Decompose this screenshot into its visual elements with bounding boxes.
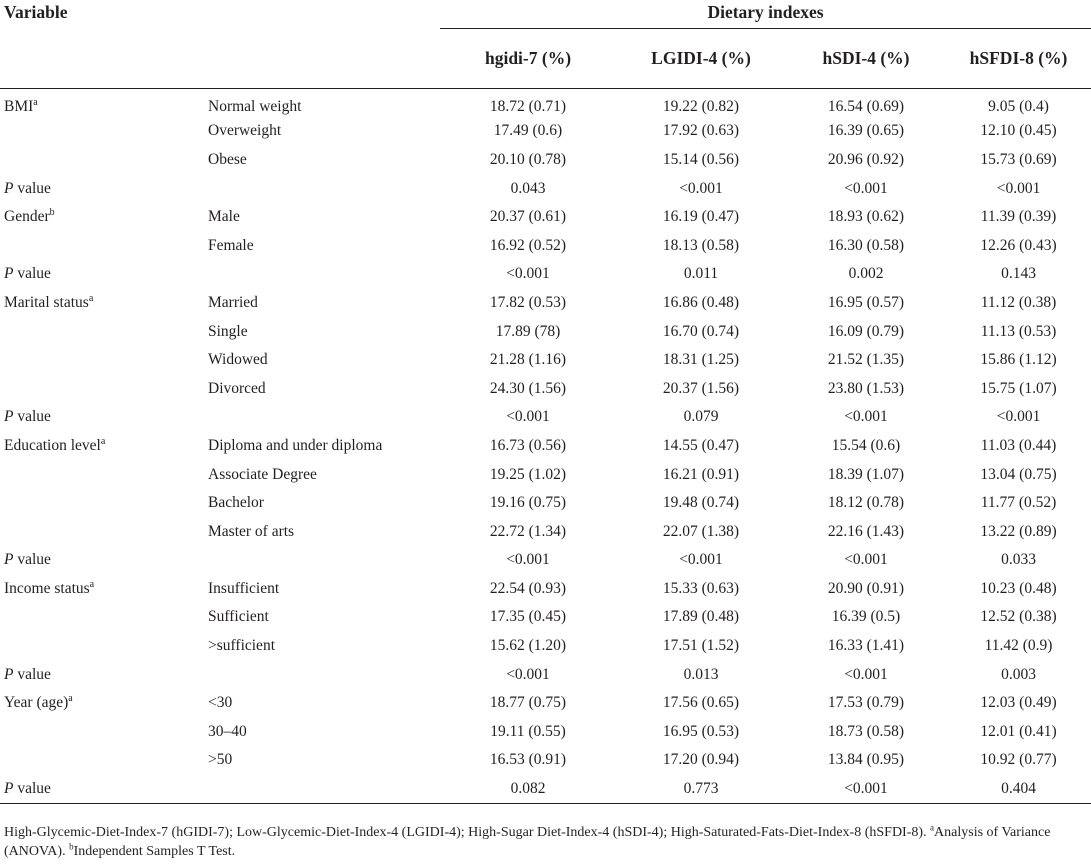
cell-hgidi7: 24.30 (1.56) — [489, 379, 567, 397]
variable-label: Marital status$^a$ — [4, 292, 94, 311]
cell-hsfdi8: 15.86 (1.12) — [980, 351, 1057, 369]
p-value-row — [0, 775, 1091, 804]
header-variable: Variable — [4, 2, 68, 22]
cell-hsdi4: 15.54 (0.6) — [831, 436, 901, 454]
cell-hsdi4: 16.30 (0.58) — [827, 236, 905, 254]
cell-hgidi7: 22.54 (0.93) — [489, 579, 567, 597]
subgroup-label — [200, 260, 440, 289]
cell-hsfdi8: 0.003 — [1001, 665, 1036, 683]
cell-lgidi4: 16.95 (0.53) — [662, 722, 740, 740]
subgroup-label: <30 — [208, 694, 233, 712]
cell-lgidi4: 19.48 (0.74) — [662, 494, 740, 512]
cell-lgidi4: 17.56 (0.65) — [662, 694, 740, 712]
cell-hgidi7: 16.92 (0.52) — [489, 236, 567, 254]
cell-lgidi4: <0.001 — [679, 551, 723, 569]
cell-hsfdi8: 15.75 (1.07) — [980, 379, 1057, 397]
cell-hsfdi8: 10.92 (0.77) — [980, 751, 1057, 769]
cell-hsfdi8: 9.05 (0.4) — [988, 97, 1049, 115]
cell-lgidi4: 16.21 (0.91) — [662, 465, 740, 483]
table-row — [0, 603, 1091, 632]
cell-lgidi4: 0.079 — [683, 408, 719, 426]
cell-lgidi4: 15.14 (0.56) — [662, 150, 740, 168]
variable-label — [0, 374, 200, 403]
cell-lgidi4: 22.07 (1.38) — [662, 522, 740, 540]
variable-label — [0, 231, 200, 260]
table-body — [0, 89, 1091, 804]
cell-hsfdi8: 12.03 (0.49) — [980, 694, 1057, 712]
table-row — [0, 632, 1091, 661]
variable-label: Education level$^a$ — [4, 435, 106, 454]
cell-hsfdi8: 11.77 (0.52) — [980, 494, 1057, 512]
cell-hsdi4: 16.09 (0.79) — [827, 322, 905, 340]
subgroup-label: Widowed — [208, 351, 268, 369]
subgroup-label: Insufficient — [208, 579, 280, 597]
header-col-lgidi4: LGIDI-4 (%) — [616, 28, 786, 88]
subgroup-label — [200, 403, 440, 432]
table-row — [0, 575, 1091, 604]
cell-hgidi7: 19.25 (1.02) — [489, 465, 567, 483]
subgroup-label: Master of arts — [208, 522, 295, 540]
cell-hgidi7: 16.73 (0.56) — [489, 436, 567, 454]
subgroup-label: Divorced — [208, 379, 266, 397]
cell-hsdi4: <0.001 — [844, 179, 888, 197]
cell-hsdi4: 17.53 (0.79) — [827, 694, 905, 712]
subgroup-label: Male — [208, 208, 240, 226]
cell-hgidi7: <0.001 — [506, 265, 550, 283]
cell-hsdi4: 16.33 (1.41) — [827, 637, 905, 655]
cell-hsdi4: <0.001 — [844, 408, 888, 426]
subgroup-label — [200, 660, 440, 689]
p-value-label: P value — [4, 665, 51, 683]
cell-hgidi7: 17.89 (78) — [495, 322, 561, 340]
table-footnote — [4, 823, 1088, 861]
cell-hsfdi8: 11.12 (0.38) — [980, 293, 1057, 311]
cell-hgidi7: <0.001 — [506, 665, 550, 683]
subgroup-label: Overweight — [208, 122, 282, 140]
p-value-row — [0, 260, 1091, 289]
variable-label — [0, 632, 200, 661]
variable-label — [0, 146, 200, 175]
subgroup-label: Bachelor — [208, 494, 264, 512]
variable-label: Gender$^b$ — [4, 207, 55, 226]
cell-hgidi7: 20.10 (0.78) — [489, 150, 567, 168]
variable-label — [0, 317, 200, 346]
cell-hsfdi8: 12.01 (0.41) — [980, 722, 1057, 740]
footnote-note-b: Independent Samples T Test. — [73, 844, 236, 859]
header-row-group — [0, 0, 1091, 28]
cell-hgidi7: <0.001 — [506, 408, 550, 426]
footnote-abbreviations: High-Glycemic-Diet-Index-7 (hGIDI-7); Low-Glycemic-Diet-Index-4 (LGIDI-4); High-Sugar Diet-Index-4 (hSDI-4); High-Saturated-Fats-Diet-Index-8 (hSFDI-8). — [4, 825, 931, 840]
cell-hgidi7: 18.77 (0.75) — [489, 694, 567, 712]
cell-hsdi4: 16.39 (0.65) — [827, 122, 905, 140]
cell-lgidi4: 17.92 (0.63) — [662, 122, 740, 140]
cell-hsfdi8: 0.033 — [1001, 551, 1036, 569]
cell-lgidi4: 0.773 — [616, 775, 786, 804]
cell-hgidi7: 17.82 (0.53) — [489, 293, 567, 311]
cell-lgidi4: 0.013 — [683, 665, 719, 683]
variable-label — [0, 718, 200, 747]
cell-lgidi4: 17.20 (0.94) — [662, 751, 740, 769]
cell-hgidi7: 19.11 (0.55) — [490, 722, 566, 740]
subgroup-label: Associate Degree — [208, 465, 317, 483]
table-row — [0, 432, 1091, 461]
p-value-label: P value — [0, 775, 200, 804]
cell-hsdi4: 18.39 (1.07) — [827, 465, 905, 483]
cell-lgidi4: 19.22 (0.82) — [662, 97, 740, 115]
variable-label: BMI$^a$ — [4, 96, 38, 115]
variable-label: Income status$^a$ — [4, 578, 95, 597]
cell-hsfdi8: 12.52 (0.38) — [980, 608, 1057, 626]
cell-hsfdi8: 11.42 (0.9) — [984, 637, 1053, 655]
table-row — [0, 203, 1091, 232]
cell-lgidi4: 16.70 (0.74) — [662, 322, 740, 340]
p-value-row — [0, 174, 1091, 203]
variable-label — [0, 517, 200, 546]
table-row — [0, 117, 1091, 146]
table-row — [0, 689, 1091, 718]
cell-hsdi4: 18.93 (0.62) — [827, 208, 905, 226]
subgroup-label: >sufficient — [208, 637, 275, 655]
header-row-columns — [0, 28, 1091, 88]
variable-label — [0, 489, 200, 518]
table-row — [0, 289, 1091, 318]
cell-lgidi4: 17.51 (1.52) — [662, 637, 740, 655]
subgroup-label: Sufficient — [208, 608, 269, 626]
table-row — [0, 317, 1091, 346]
cell-lgidi4: 20.37 (1.56) — [662, 379, 740, 397]
header-dietary-indexes: Dietary indexes — [707, 2, 824, 22]
cell-hsdi4: 23.80 (1.53) — [827, 379, 905, 397]
cell-lgidi4: <0.001 — [679, 179, 723, 197]
cell-hsfdi8: 13.04 (0.75) — [980, 465, 1057, 483]
subgroup-label: 30–40 — [208, 722, 247, 740]
footnote-sup-b: b — [69, 841, 74, 852]
cell-hsfdi8: 15.73 (0.69) — [980, 150, 1057, 168]
variable-label — [0, 603, 200, 632]
table-row — [0, 89, 1091, 118]
subgroup-label: Female — [208, 236, 254, 254]
cell-hsdi4: 22.16 (1.43) — [827, 522, 905, 540]
cell-hsdi4: 0.002 — [848, 265, 884, 283]
cell-hgidi7: 19.16 (0.75) — [489, 494, 567, 512]
table-row — [0, 489, 1091, 518]
cell-hsfdi8: 10.23 (0.48) — [980, 579, 1057, 597]
subgroup-label — [200, 775, 440, 804]
table-row — [0, 374, 1091, 403]
cell-hsdi4: 16.39 (0.5) — [831, 608, 901, 626]
footnote-note-a: Analysis of Variance (ANOVA). — [4, 825, 1051, 859]
variable-label — [0, 460, 200, 489]
cell-hgidi7: 17.49 (0.6) — [493, 122, 563, 140]
header-col-hgidi7: hgidi-7 (%) — [440, 28, 616, 88]
cell-hsdi4: 16.54 (0.69) — [827, 97, 905, 115]
cell-lgidi4: 14.55 (0.47) — [662, 436, 740, 454]
cell-hsfdi8: 11.13 (0.53) — [980, 322, 1057, 340]
subgroup-label: Diploma and under diploma — [208, 436, 383, 454]
subgroup-label — [200, 546, 440, 575]
cell-hgidi7: 15.62 (1.20) — [489, 637, 567, 655]
p-value-label: P value — [4, 265, 51, 283]
cell-hsdi4: 18.73 (0.58) — [827, 722, 905, 740]
p-value-row — [0, 546, 1091, 575]
table-row — [0, 146, 1091, 175]
cell-hgidi7: 0.043 — [510, 179, 546, 197]
variable-label — [0, 746, 200, 775]
cell-hgidi7: 16.53 (0.91) — [489, 751, 567, 769]
cell-hsdi4: <0.001 — [844, 551, 888, 569]
cell-hsdi4: 20.90 (0.91) — [827, 579, 905, 597]
table-row — [0, 517, 1091, 546]
cell-hsdi4: 21.52 (1.35) — [827, 351, 905, 369]
cell-lgidi4: 0.011 — [683, 265, 719, 283]
cell-hgidi7: <0.001 — [506, 551, 550, 569]
cell-hsdi4: 18.12 (0.78) — [827, 494, 905, 512]
subgroup-label: >50 — [208, 751, 233, 769]
cell-lgidi4: 16.86 (0.48) — [662, 293, 740, 311]
p-value-row — [0, 403, 1091, 432]
cell-hsdi4: 13.84 (0.95) — [827, 751, 905, 769]
cell-hsfdi8: 11.03 (0.44) — [980, 436, 1057, 454]
table-row — [0, 346, 1091, 375]
header-col-hsfdi8: hSFDI-8 (%) — [946, 28, 1091, 88]
cell-hsfdi8: 12.26 (0.43) — [980, 236, 1057, 254]
footnote-sup-a: a — [930, 822, 935, 833]
table-row — [0, 231, 1091, 260]
cell-lgidi4: 16.19 (0.47) — [662, 208, 740, 226]
cell-hsfdi8: 13.22 (0.89) — [980, 522, 1057, 540]
subgroup-label: Married — [208, 293, 258, 311]
cell-hgidi7: 22.72 (1.34) — [489, 522, 567, 540]
cell-hsfdi8: 0.404 — [946, 775, 1091, 804]
cell-hgidi7: 17.35 (0.45) — [489, 608, 567, 626]
cell-lgidi4: 17.89 (0.48) — [662, 608, 740, 626]
subgroup-label: Normal weight — [208, 97, 302, 115]
cell-hsfdi8: 0.143 — [1001, 265, 1036, 283]
variable-label — [0, 346, 200, 375]
variable-label — [0, 117, 200, 146]
cell-hsfdi8: 12.10 (0.45) — [980, 122, 1057, 140]
cell-hgidi7: 0.082 — [440, 775, 616, 804]
subgroup-label — [200, 174, 440, 203]
cell-lgidi4: 15.33 (0.63) — [662, 579, 740, 597]
cell-hsdi4: <0.001 — [844, 665, 888, 683]
table-row — [0, 718, 1091, 747]
p-value-label: P value — [4, 551, 51, 569]
p-value-label: P value — [4, 179, 51, 197]
variable-label: Year (age)$^a$ — [4, 693, 73, 712]
cell-lgidi4: 18.13 (0.58) — [662, 236, 740, 254]
subgroup-label: Single — [208, 322, 248, 340]
cell-hsdi4: 16.95 (0.57) — [827, 293, 905, 311]
header-col-hsdi4: hSDI-4 (%) — [786, 28, 946, 88]
table-row — [0, 460, 1091, 489]
table-row — [0, 746, 1091, 775]
cell-hsfdi8: 11.39 (0.39) — [980, 208, 1057, 226]
cell-hgidi7: 20.37 (0.61) — [489, 208, 567, 226]
cell-lgidi4: 18.31 (1.25) — [662, 351, 740, 369]
p-value-label: P value — [4, 408, 51, 426]
cell-hsfdi8: <0.001 — [996, 179, 1041, 197]
cell-hsdi4: <0.001 — [786, 775, 946, 804]
cell-hsfdi8: <0.001 — [996, 408, 1041, 426]
p-value-row — [0, 660, 1091, 689]
cell-hsdi4: 20.96 (0.92) — [827, 150, 905, 168]
subgroup-label: Obese — [208, 150, 247, 168]
cell-hgidi7: 18.72 (0.71) — [489, 97, 567, 115]
cell-hgidi7: 21.28 (1.16) — [489, 351, 567, 369]
